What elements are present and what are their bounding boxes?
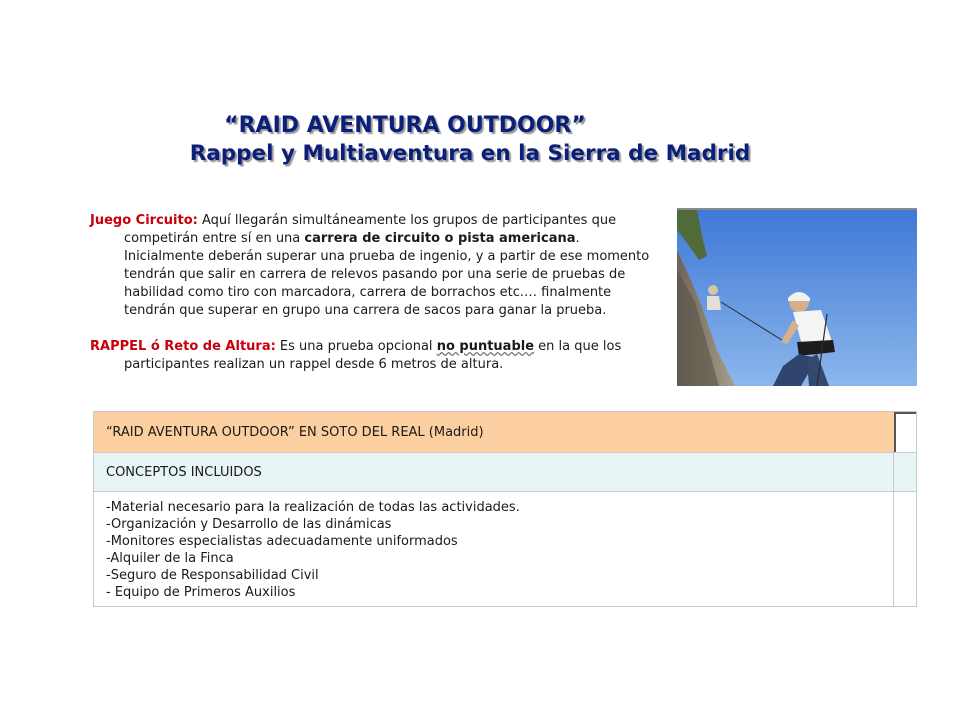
table-section-cell: CONCEPTOS INCLUIDOS <box>106 464 262 480</box>
table-side-cell <box>893 492 916 606</box>
table-side-cell <box>893 453 916 491</box>
table-section-row <box>94 453 916 492</box>
juego-circuito-text-1: Aquí llegarán simultáneamente los grupos de participantes que competirán entre sí en una <box>124 213 617 246</box>
table-items-cell <box>94 492 893 606</box>
included-concepts-table <box>93 411 917 607</box>
juego-circuito-heading: Juego Circuito: <box>90 213 198 228</box>
rappel-photo <box>677 208 917 386</box>
table-header-cell: “RAID AVENTURA OUTDOOR” EN SOTO DEL REAL (Madrid) <box>106 424 484 440</box>
juego-circuito-bold: carrera de circuito o pista americana <box>304 231 576 246</box>
list-item: -Seguro de Responsabilidad Civil <box>106 568 319 583</box>
rappel-photo-illustration <box>677 210 917 386</box>
rappel-heading: RAPPEL ó Reto de Altura: <box>90 339 276 354</box>
rappel-text-2: en la que los participantes realizan un rappel desde 6 metros de altura. <box>124 339 622 372</box>
table-header-row <box>94 412 916 453</box>
activity-description <box>90 212 650 374</box>
page-title: “RAID AVENTURA OUTDOOR” <box>224 113 586 138</box>
rappel-paragraph <box>90 338 650 374</box>
list-item: -Alquiler de la Finca <box>106 551 234 566</box>
table-side-cell <box>894 412 916 452</box>
list-item: - Equipo de Primeros Auxilios <box>106 585 296 600</box>
page-subtitle: Rappel y Multiaventura en la Sierra de Madrid <box>189 141 751 166</box>
list-item: -Monitores especialistas adecuadamente uniformados <box>106 534 458 549</box>
table-items-row <box>94 492 916 606</box>
title-block <box>90 112 850 168</box>
rappel-underlined: no puntuable <box>436 339 535 354</box>
list-item: -Organización y Desarrollo de las dinámicas <box>106 517 392 532</box>
rappel-text-1: Es una prueba opcional <box>275 339 437 354</box>
included-items-list <box>106 499 520 601</box>
juego-circuito-paragraph <box>90 212 650 320</box>
list-item: -Material necesario para la realización de todas las actividades. <box>106 500 520 515</box>
juego-circuito-text-2: . Inicialmente deberán superar una prueba de ingenio, y a partir de ese momento tendrán que salir en carrera de relevos pasando por una serie de pruebas de habilidad como tiro con marcadora, carrera de borrachos etc.… finalmente tendrán que superar en grupo una carrera de sacos para ganar la prueba. <box>124 231 650 318</box>
